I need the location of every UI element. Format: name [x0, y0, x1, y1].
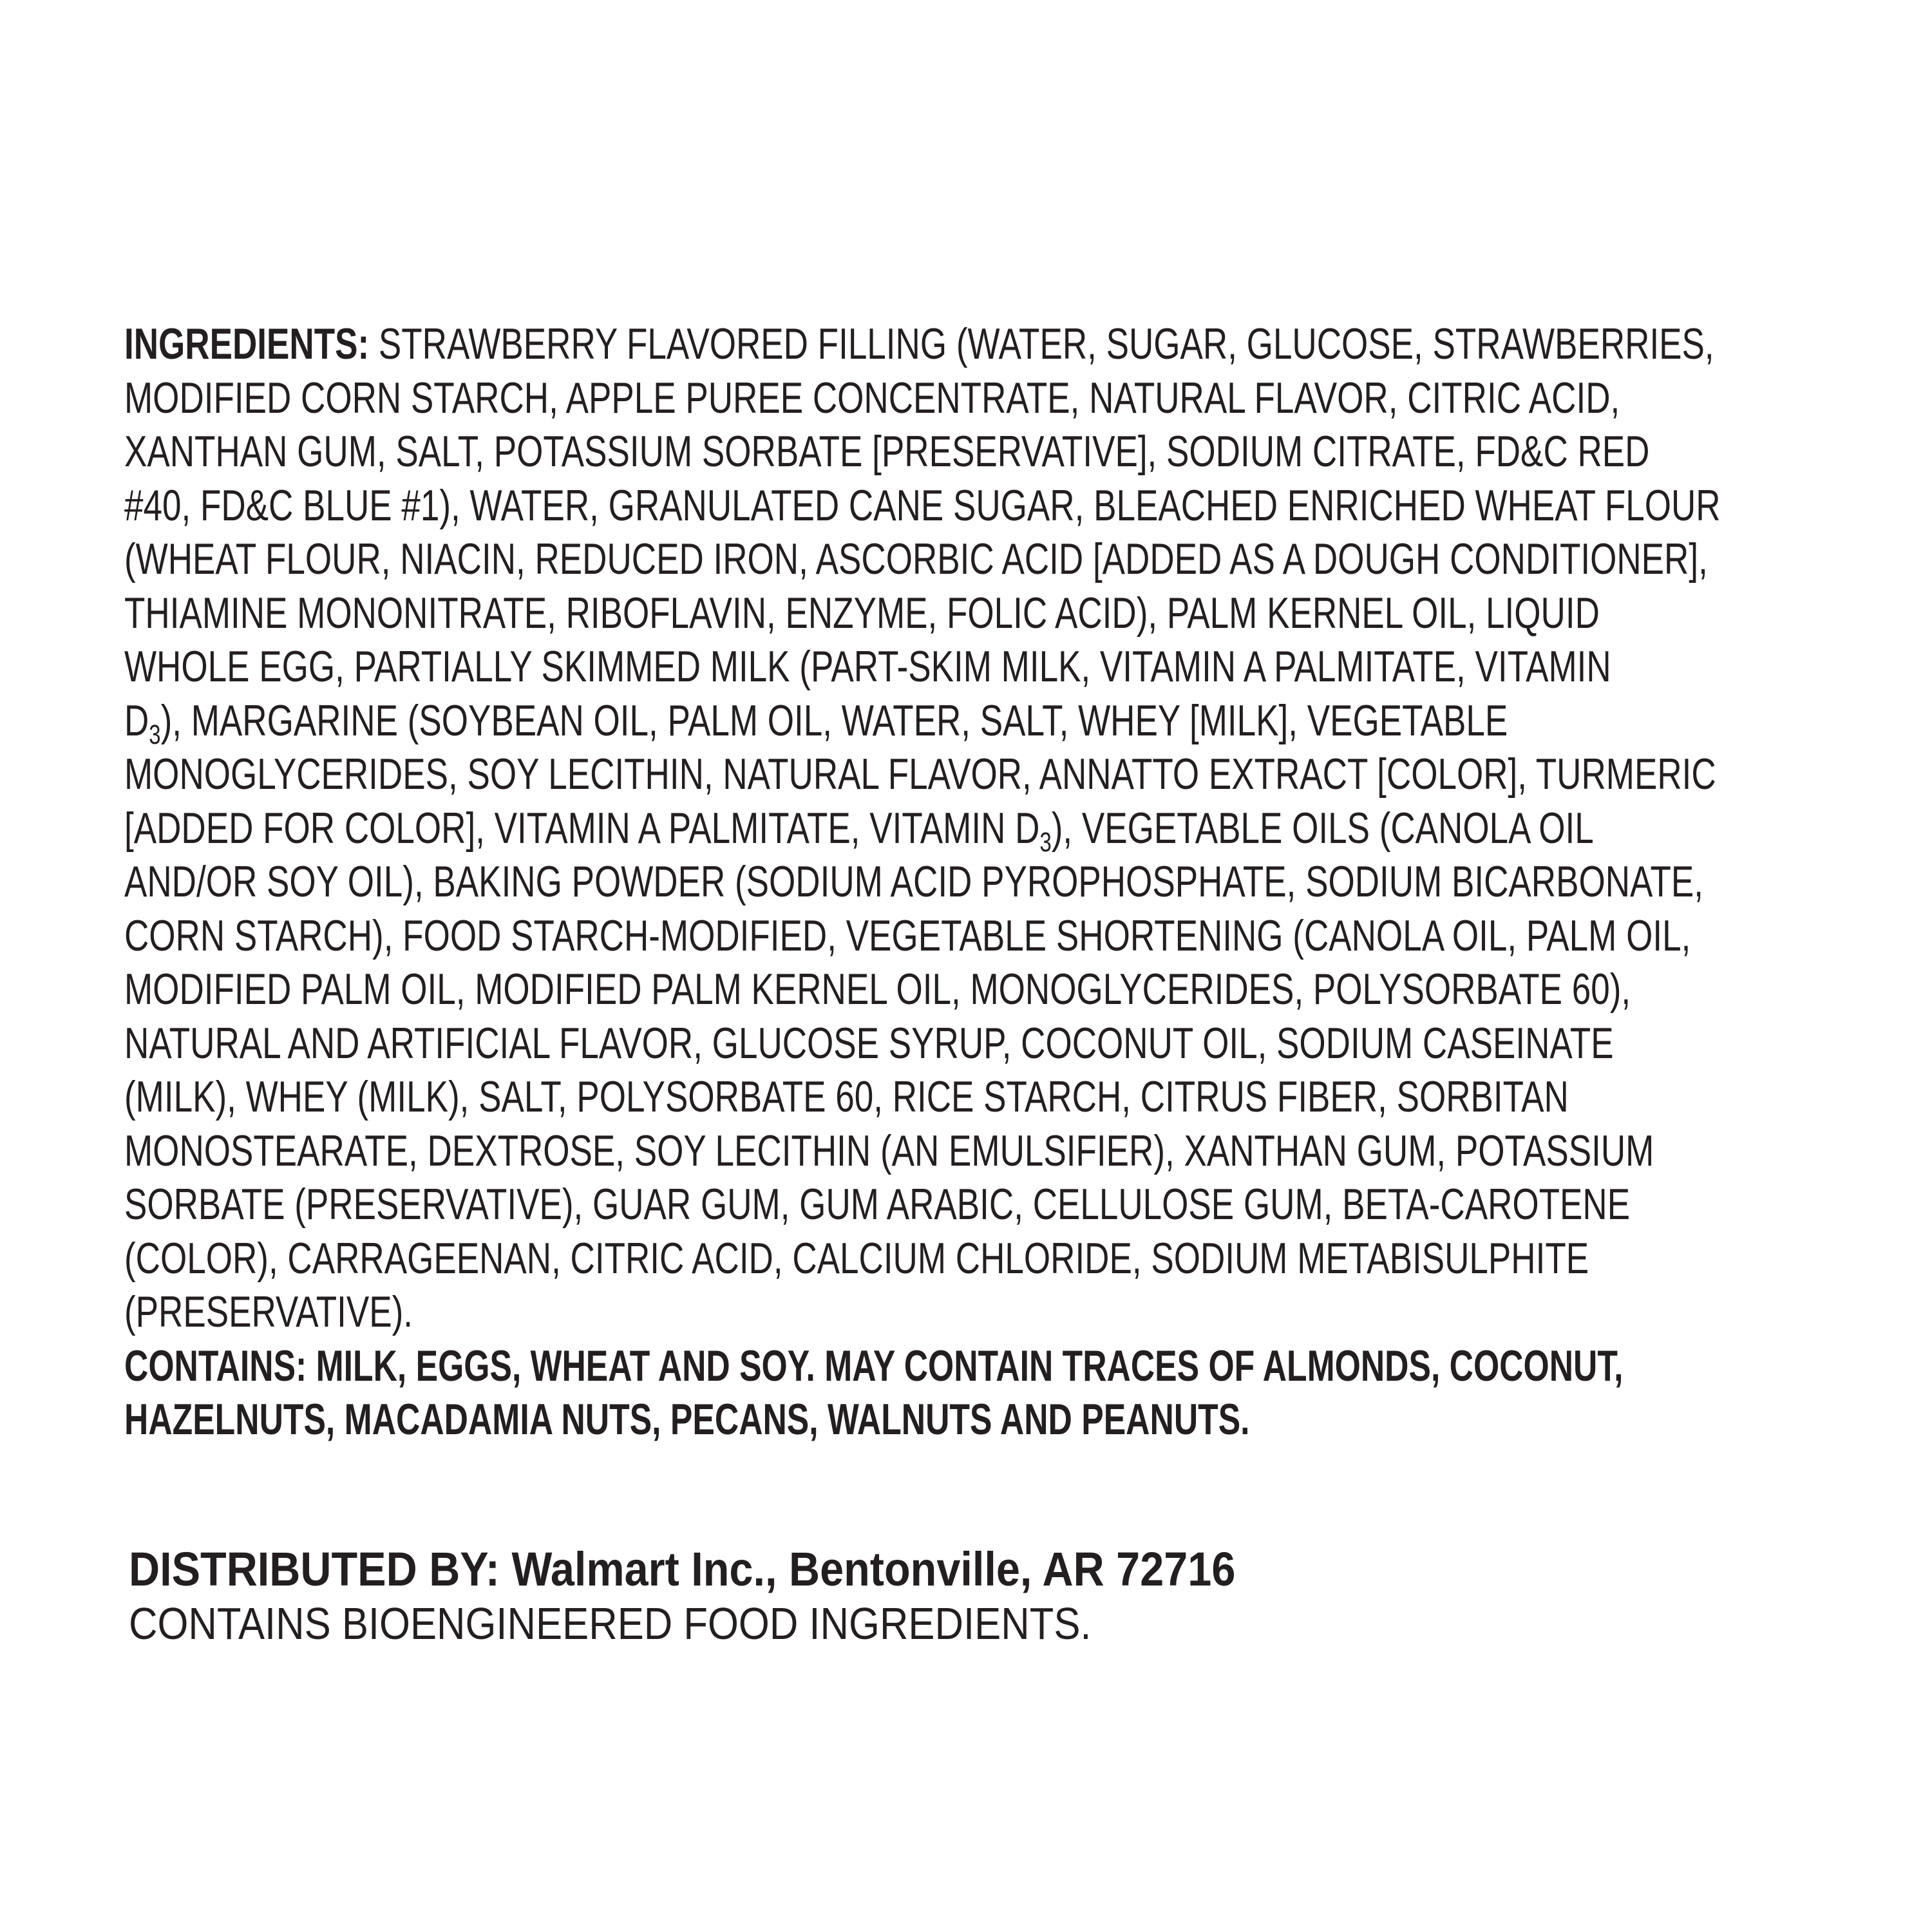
ingredients-line-1-text: STRAWBERRY FLAVORED FILLING (WATER, SUGAR, GLUCOSE, STRAWBERRIES, [369, 319, 1714, 368]
ingredients-line-11: AND/OR SOY OIL), BAKING POWDER (SODIUM ACID PYROPHOSPHATE, SODIUM BICARBONATE, [124, 857, 1703, 906]
ingredients-line-19: (PRESERVATIVE). [124, 1287, 413, 1336]
subscript-3: 3 [149, 719, 161, 750]
ingredients-line-9: MONOGLYCERIDES, SOY LECITHIN, NATURAL FLAVOR, ANNATTO EXTRACT [COLOR], TURMERIC [124, 750, 1716, 799]
ingredients-line-6: THIAMINE MONONITRATE, RIBOFLAVIN, ENZYME, FOLIC ACID), PALM KERNEL OIL, LIQUID [124, 588, 1600, 638]
ingredients-line-1 [124, 317, 1714, 372]
ingredients-line-8-end: ), MARGARINE (SOYBEAN OIL, PALM OIL, WATER, SALT, WHEY [MILK], VEGETABLE [160, 696, 1508, 745]
ingredients-line-12: CORN STARCH), FOOD STARCH-MODIFIED, VEGETABLE SHORTENING (CANOLA OIL, PALM OIL, [124, 911, 1691, 960]
ingredients-line-10-start: [ADDED FOR COLOR], VITAMIN A PALMITATE, VITAMIN D [124, 803, 1040, 853]
distributor-text: DISTRIBUTED BY: Walmart Inc., Bentonville, AR 72716 [129, 1542, 1236, 1596]
bioengineered-notice: CONTAINS BIOENGINEERED FOOD INGREDIENTS. [129, 1598, 1092, 1649]
ingredients-panel [124, 317, 1837, 1447]
ingredients-line-13: MODIFIED PALM OIL, MODIFIED PALM KERNEL OIL, MONOGLYCERIDES, POLYSORBATE 60), [124, 965, 1631, 1014]
ingredients-line-14: NATURAL AND ARTIFICIAL FLAVOR, GLUCOSE SYRUP, COCONUT OIL, SODIUM CASEINATE [124, 1018, 1614, 1068]
ingredients-line-10 [124, 802, 1594, 857]
ingredients-line-2: MODIFIED CORN STARCH, APPLE PUREE CONCENTRATE, NATURAL FLAVOR, CITRIC ACID, [124, 373, 1620, 422]
ingredients-line-3: XANTHAN GUM, SALT, POTASSIUM SORBATE [PRESERVATIVE], SODIUM CITRATE, FD&C RED [124, 427, 1650, 476]
ingredients-heading: INGREDIENTS: [124, 319, 370, 368]
ingredients-line-18: (COLOR), CARRAGEENAN, CITRIC ACID, CALCIUM CHLORIDE, SODIUM METABISULPHITE [124, 1233, 1589, 1283]
ingredients-line-10-end: ), VEGETABLE OILS (CANOLA OIL [1051, 803, 1594, 853]
allergen-contains-line-1: CONTAINS: MILK, EGGS, WHEAT AND SOY. MAY CONTAIN TRACES OF ALMONDS, COCONUT, [124, 1341, 1624, 1390]
ingredients-line-7: WHOLE EGG, PARTIALLY SKIMMED MILK (PART-SKIM MILK, VITAMIN A PALMITATE, VITAMIN [124, 642, 1611, 691]
ingredients-line-16: MONOSTEARATE, DEXTROSE, SOY LECITHIN (AN EMULSIFIER), XANTHAN GUM, POTASSIUM [124, 1126, 1654, 1175]
ingredients-line-17: SORBATE (PRESERVATIVE), GUAR GUM, GUM ARABIC, CELLULOSE GUM, BETA-CAROTENE [124, 1180, 1631, 1229]
ingredients-line-15: (MILK), WHEY (MILK), SALT, POLYSORBATE 60, RICE STARCH, CITRUS FIBER, SORBITAN [124, 1072, 1569, 1121]
ingredients-line-8-start: D [124, 696, 149, 745]
subscript-3: 3 [1039, 826, 1052, 857]
ingredients-line-5: (WHEAT FLOUR, NIACIN, REDUCED IRON, ASCORBIC ACID [ADDED AS A DOUGH CONDITIONER], [124, 535, 1708, 583]
ingredients-line-4: #40, FD&C BLUE #1), WATER, GRANULATED CANE SUGAR, BLEACHED ENRICHED WHEAT FLOUR [124, 480, 1721, 530]
allergen-contains-line-2: HAZELNUTS, MACADAMIA NUTS, PECANS, WALNUTS AND PEANUTS. [124, 1395, 1250, 1444]
distributor-panel [129, 1542, 1358, 1651]
ingredients-line-8 [124, 694, 1508, 750]
